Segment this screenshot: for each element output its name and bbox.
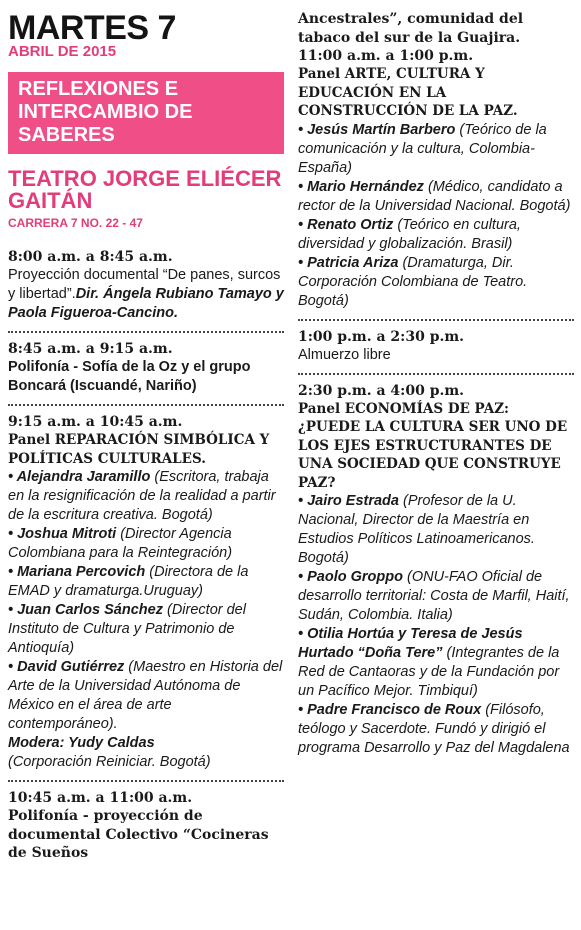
time-range: 8:00 a.m. a 8:45 a.m. (8, 249, 173, 265)
panelist-name: • Juan Carlos Sánchez (8, 602, 163, 618)
panel-title (298, 65, 574, 121)
panelist (8, 601, 284, 658)
panelist (298, 121, 574, 178)
panelist-desc: (Teórico de la comunicación y la cultura, Colombia-España) (298, 121, 547, 176)
schedule-block (8, 241, 284, 333)
schedule-block (298, 375, 574, 767)
day-title: MARTES 7 (8, 9, 176, 47)
panelist-name: • Paolo Groppo (298, 569, 403, 585)
event-text: Polifonía - Sofía de la Oz y el grupo Boncará (Iscuandé, Nariño) (8, 359, 251, 394)
panelist (298, 254, 574, 311)
left-column (8, 0, 284, 871)
panelist (298, 701, 574, 758)
time-range: 1:00 p.m. a 2:30 p.m. (298, 328, 465, 345)
panelist-desc: (Maestro en Historia del Arte de la Universidad Autónoma de México en el área de arte contemporáneo). (8, 659, 283, 732)
panel-word: Panel (8, 432, 55, 448)
event-text: Almuerzo libre (298, 346, 391, 363)
event-desc: Proyección documental “De panes, surcos y libertad”. (8, 267, 281, 302)
panelist-name: • Joshua Mitroti (8, 526, 117, 542)
venue-line-1: TEATRO JORGE ELIÉCER (8, 166, 282, 191)
event-director: Dir. Ángela Rubiano Tamayo y Paola Figueroa-Cancino. (8, 286, 284, 321)
panelist (8, 563, 284, 601)
panel-word: Panel (298, 66, 345, 82)
time-range: 8:45 a.m. a 9:15 a.m. (8, 341, 173, 357)
panelist-name: • Jairo Estrada (298, 493, 399, 509)
panelist-desc: (Directora de la EMAD y dramaturga.Uruguay) (8, 564, 249, 599)
event-text: Polifonía - proyección de documental Colectivo “Cocineras de Sueños (8, 808, 269, 861)
schedule-block (298, 321, 574, 375)
panel-title (8, 431, 284, 468)
panelist-name: • Padre Francisco de Roux (298, 702, 482, 718)
panelist (8, 525, 284, 563)
section-banner (8, 72, 284, 154)
panelist (8, 658, 284, 734)
panelist (8, 468, 284, 525)
panel-title (298, 400, 574, 493)
panel-name: ECONOMÍAS DE PAZ: ¿PUEDE LA CULTURA SER UNO DE LOS EJES ESTRUCTURANTES DE UNA SOCIEDAD QUE CONSTRUYE PAZ? (298, 400, 568, 491)
banner-line-2: INTERCAMBIO DE SABERES (18, 101, 193, 146)
moderator-desc: (Corporación Reiniciar. Bogotá) (8, 754, 211, 770)
schedule-block (8, 406, 284, 782)
panelist (298, 568, 574, 625)
panelist-desc: (Integrantes de la Red de Cantaoras y de la Fundación por un Pacífico Mejor. Timbiquí) (298, 645, 560, 699)
panelist-name: • David Gutiérrez (8, 659, 125, 675)
time-range: 9:15 a.m. a 10:45 a.m. (8, 414, 183, 430)
banner-line-1: REFLEXIONES E (18, 78, 179, 100)
panelist-desc: (Escritora, trabaja en la resignificación de la realidad a partir de la escritura creativa. Bogotá) (8, 469, 276, 523)
schedule-block (8, 333, 284, 406)
panelist-desc: (Filósofo, teólogo y Sacerdote. Fundó y dirigió el programa Desarrollo y Paz del Magdalena (298, 702, 570, 756)
moderator-name: Modera: Yudy Caldas (8, 735, 155, 751)
panel-word: Panel (298, 400, 345, 417)
panelist-name: • Otilia Hortúa y Teresa de Jesús Hurtado “Doña Tere” (298, 626, 523, 661)
month-subtitle: ABRIL DE 2015 (8, 43, 117, 60)
schedule-block (8, 782, 284, 871)
panelist-name: • Mario Hernández (298, 178, 424, 195)
panel-name: ARTE, CULTURA Y EDUCACIÓN EN LA CONSTRUCCIÓN DE LA PAZ. (298, 66, 518, 119)
schedule-block (298, 0, 574, 321)
time-range: 10:45 a.m. a 11:00 a.m. (8, 790, 193, 806)
time-range: 11:00 a.m. a 1:00 p.m. (298, 48, 474, 64)
panelist (298, 492, 574, 568)
venue-line-2: GAITÁN (8, 188, 93, 213)
event-text: Ancestrales”, comunidad del tabaco del sur de la Guajira. (298, 11, 524, 46)
time-range: 2:30 p.m. a 4:00 p.m. (298, 382, 465, 399)
panelist-desc: (Profesor de la U. Nacional, Director de la Maestría en Estudios Políticos Latinoamericanos. Bogotá) (298, 493, 535, 566)
panelist (298, 178, 574, 216)
venue-address: CARRERA 7 NO. 22 - 47 (8, 216, 143, 230)
panelist-desc: (ONU-FAO Oficial de desarrollo territorial: Costa de Marfil, Haití, Sudán, Colombia. Italia) (298, 569, 570, 623)
panelist-desc: (Médico, candidato a rector de la Universidad Nacional. Bogotá) (298, 178, 571, 214)
right-column (298, 0, 574, 766)
venue-title (8, 168, 284, 212)
panelist-desc: (Director Agencia Colombiana para la Reintegración) (8, 526, 233, 561)
panelist-desc: (Director del Instituto de Cultura y Patrimonio de Antioquía) (8, 602, 246, 656)
panelist-name: • Jesús Martín Barbero (298, 121, 456, 138)
panelist (298, 625, 574, 701)
panel-name: REPARACIÓN SIMBÓLICA Y POLÍTICAS CULTURALES. (8, 432, 270, 467)
panelist-desc: (Dramaturga, Dir. Corporación Colombiana de Teatro. Bogotá) (298, 254, 528, 309)
panelist (298, 216, 574, 254)
panelist-name: • Renato Ortiz (298, 216, 394, 233)
panelist-desc: (Teórico en cultura, diversidad y globalización. Brasil) (298, 216, 521, 252)
panelist-name: • Alejandra Jaramillo (8, 469, 151, 485)
panelist-name: • Mariana Percovich (8, 564, 146, 580)
panelist-name: • Patricia Ariza (298, 254, 399, 271)
event-text (8, 266, 284, 323)
